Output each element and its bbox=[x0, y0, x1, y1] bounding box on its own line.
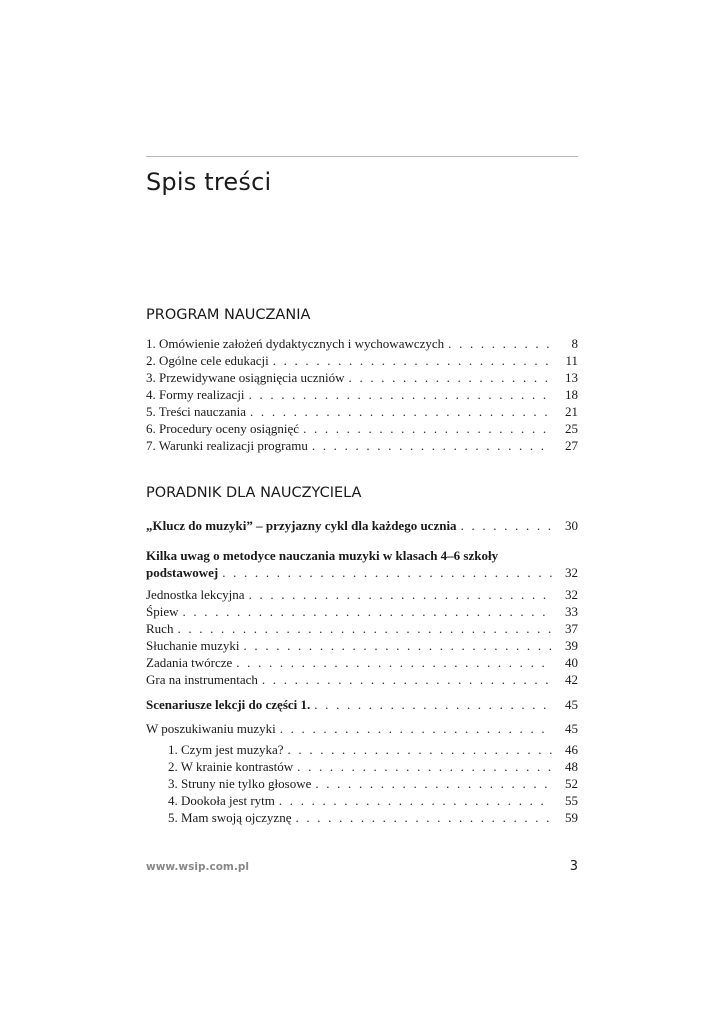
toc-entry-label-line2: podstawowej bbox=[146, 565, 219, 580]
toc-entry-label: 4. Dookoła jest rytm bbox=[168, 793, 275, 808]
leader-dots bbox=[448, 335, 552, 352]
toc-entry-page: 45 bbox=[565, 697, 578, 712]
toc-entry bbox=[146, 620, 578, 637]
toc-entry-page: 8 bbox=[571, 336, 578, 351]
footer-page-number: 3 bbox=[569, 859, 578, 874]
leader-dots bbox=[244, 637, 552, 654]
toc-entry-page: 48 bbox=[565, 759, 578, 774]
toc-scenariusze bbox=[146, 696, 578, 713]
toc-entry-page: 37 bbox=[565, 621, 578, 636]
leader-dots bbox=[315, 775, 552, 792]
leader-dots bbox=[249, 586, 552, 603]
toc-entry-page: 46 bbox=[565, 742, 578, 757]
toc-poszukiwanie bbox=[146, 720, 578, 737]
leader-dots bbox=[262, 671, 552, 688]
leader-dots bbox=[314, 696, 552, 713]
toc-klucz bbox=[146, 517, 578, 534]
toc-entry-label: 5. Treści nauczania bbox=[146, 404, 247, 419]
toc-metodyka bbox=[146, 586, 578, 688]
toc-entry-page: 59 bbox=[565, 810, 578, 825]
toc-entry-page: 11 bbox=[565, 353, 578, 368]
toc-entry-label: 1. Omówienie założeń dydaktycznych i wychowawczych bbox=[146, 336, 445, 351]
toc-entry-label: Scenariusze lekcji do części 1. bbox=[146, 697, 311, 712]
toc-entry bbox=[146, 369, 578, 386]
leader-dots bbox=[461, 517, 552, 534]
toc-entry-page: 52 bbox=[565, 776, 578, 791]
toc-entry-label: 2. W krainie kontrastów bbox=[168, 759, 294, 774]
toc-entry-page: 18 bbox=[565, 387, 578, 402]
toc-entry-label: 2. Ogólne cele edukacji bbox=[146, 353, 269, 368]
toc-entry-label: Słuchanie muzyki bbox=[146, 638, 240, 653]
toc-entry-label: Śpiew bbox=[146, 604, 179, 619]
toc-entry-page: 55 bbox=[565, 793, 578, 808]
toc-entry-label: Gra na instrumentach bbox=[146, 672, 258, 687]
toc-entry bbox=[146, 403, 578, 420]
toc-entry bbox=[146, 603, 578, 620]
top-rule bbox=[146, 156, 578, 157]
toc-entry-page: 42 bbox=[565, 672, 578, 687]
toc-entry bbox=[146, 720, 578, 737]
toc-entry-label: 4. Formy realizacji bbox=[146, 387, 245, 402]
toc-entry-page: 32 bbox=[565, 587, 578, 602]
toc-entry-page: 32 bbox=[565, 565, 578, 580]
toc-entry-page: 25 bbox=[565, 421, 578, 436]
toc-entry bbox=[146, 420, 578, 437]
toc-program bbox=[146, 335, 578, 454]
toc-entry-label: Jednostka lekcyjna bbox=[146, 587, 245, 602]
toc-subentry bbox=[146, 775, 578, 792]
leader-dots bbox=[249, 386, 552, 403]
leader-dots bbox=[297, 758, 552, 775]
leader-dots bbox=[183, 603, 553, 620]
toc-kilka bbox=[146, 547, 578, 581]
toc-entry-page: 40 bbox=[565, 655, 578, 670]
toc-subentry bbox=[146, 758, 578, 775]
toc-entry-page: 39 bbox=[565, 638, 578, 653]
leader-dots bbox=[349, 369, 552, 386]
toc-entry-page: 27 bbox=[565, 438, 578, 453]
toc-entry-label: 7. Warunki realizacji programu bbox=[146, 438, 308, 453]
toc-subentry bbox=[146, 809, 578, 826]
leader-dots bbox=[273, 352, 552, 369]
page-title: Spis treści bbox=[146, 168, 272, 196]
toc-entry-label-line1: Kilka uwag o metodyce nauczania muzyki w klasach 4–6 szkoły bbox=[146, 548, 499, 563]
toc-entry-label: 3. Struny nie tylko głosowe bbox=[168, 776, 312, 791]
leader-dots bbox=[222, 564, 552, 581]
toc-lekcje bbox=[146, 741, 578, 826]
toc-entry-label: 1. Czym jest muzyka? bbox=[168, 742, 284, 757]
toc-entry bbox=[146, 352, 578, 369]
leader-dots bbox=[295, 809, 552, 826]
leader-dots bbox=[236, 654, 552, 671]
section-heading-program: PROGRAM NAUCZANIA bbox=[146, 307, 311, 323]
toc-entry-page: 33 bbox=[565, 604, 578, 619]
leader-dots bbox=[280, 720, 552, 737]
toc-entry-label: 6. Procedury oceny osiągnięć bbox=[146, 421, 300, 436]
leader-dots bbox=[279, 792, 552, 809]
toc-entry-bold bbox=[146, 696, 578, 713]
toc-entry-label: 3. Przewidywane osiągnięcia uczniów bbox=[146, 370, 345, 385]
toc-entry bbox=[146, 637, 578, 654]
toc-entry-label: „Klucz do muzyki” – przyjazny cykl dla każdego ucznia bbox=[146, 518, 457, 533]
toc-entry-page: 21 bbox=[565, 404, 578, 419]
toc-entry-label: W poszukiwaniu muzyki bbox=[146, 721, 276, 736]
footer-url: www.wsip.com.pl bbox=[146, 861, 249, 873]
leader-dots bbox=[177, 620, 552, 637]
toc-subentry bbox=[146, 741, 578, 758]
toc-entry bbox=[146, 654, 578, 671]
toc-entry bbox=[146, 437, 578, 454]
toc-entry-label: 5. Mam swoją ojczyznę bbox=[168, 810, 292, 825]
toc-entry bbox=[146, 386, 578, 403]
leader-dots bbox=[288, 741, 552, 758]
toc-entry-label: Zadania twórcze bbox=[146, 655, 233, 670]
toc-entry-page: 45 bbox=[565, 721, 578, 736]
toc-subentry bbox=[146, 792, 578, 809]
toc-entry bbox=[146, 586, 578, 603]
toc-entry-bold bbox=[146, 517, 578, 534]
leader-dots bbox=[303, 420, 552, 437]
toc-entry bbox=[146, 671, 578, 688]
toc-entry-page: 13 bbox=[565, 370, 578, 385]
toc-entry bbox=[146, 335, 578, 352]
leader-dots bbox=[312, 437, 552, 454]
section-heading-poradnik: PORADNIK DLA NAUCZYCIELA bbox=[146, 485, 362, 501]
toc-entry-label: Ruch bbox=[146, 621, 174, 636]
leader-dots bbox=[250, 403, 552, 420]
toc-entry-bold bbox=[146, 564, 578, 581]
toc-entry-page: 30 bbox=[565, 518, 578, 533]
